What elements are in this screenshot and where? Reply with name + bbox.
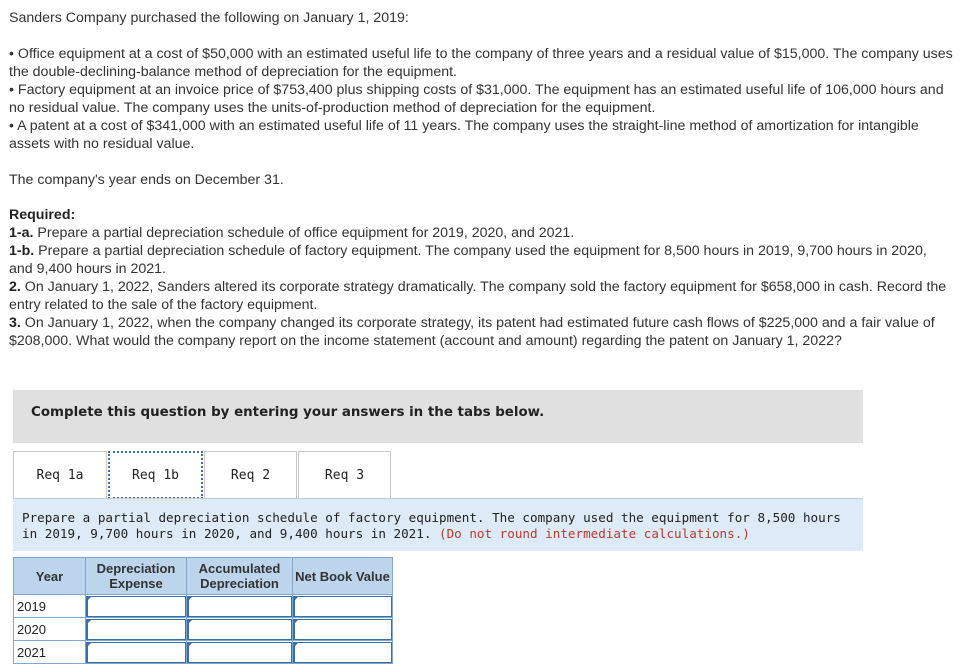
instructions-banner: [13, 390, 863, 443]
tab-req-1b[interactable]: Req 1b: [108, 451, 203, 499]
bullet-office-equipment: • Office equipment at a cost of $50,000 with an estimated useful life to the company of three years and a residual value of $15,000. The company uses the double-declining-balance method of depreciation for the equipment.: [9, 46, 953, 80]
requirement-text: Prepare a partial depreciation schedule of factory equipment. The company used the equipment for 8,500 hours in 2019, 9,700 hours in 2020, and 9,400 hours in 2021.: [9, 243, 927, 277]
requirement-text: On January 1, 2022, Sanders altered its corporate strategy dramatically. The company sold the factory equipment for $658,000 in cash. Record the entry related to the sale of the factory equipment.: [9, 279, 947, 313]
requirement-1a: [9, 224, 954, 242]
depreciation-expense-input[interactable]: [86, 596, 186, 617]
required-heading: Required:: [9, 207, 76, 223]
requirement-1b: [9, 242, 954, 278]
tab-instruction: [13, 499, 863, 551]
header-accumulated-depreciation: Accumulated Depreciation: [187, 558, 293, 595]
table-row: [14, 595, 393, 618]
tab-req-3[interactable]: Req 3: [298, 451, 391, 499]
intro-text: Sanders Company purchased the following on January 1, 2019:: [9, 10, 409, 26]
header-depreciation-expense: Depreciation Expense: [86, 558, 187, 595]
requirement-3: [9, 314, 954, 350]
net-book-value-cell: [293, 618, 393, 641]
depreciation-expense-cell: [86, 595, 187, 618]
accumulated-depreciation-input[interactable]: [187, 596, 292, 617]
table-row: [14, 618, 393, 641]
requirement-text: On January 1, 2022, when the company changed its corporate strategy, its patent had estimated future cash flows of $225,000 and a fair value of $208,000. What would the company report on the income statement (account and amount) regarding the patent on January 1, 2022?: [9, 315, 935, 349]
depreciation-expense-input[interactable]: [86, 619, 186, 640]
bullet-factory-equipment: • Factory equipment at an invoice price of $753,400 plus shipping costs of $31,000. The equipment has an estimated useful life of 106,000 hours and no residual value. The company uses the units-of-production method of depreciation for the equipment.: [9, 82, 944, 116]
requirement-label: 2.: [9, 279, 21, 295]
input-flag-icon: [87, 642, 92, 647]
net-book-value-cell: [293, 595, 393, 618]
depreciation-schedule-table: [13, 557, 393, 664]
depreciation-expense-input[interactable]: [86, 642, 186, 663]
net-book-value-input[interactable]: [293, 596, 392, 617]
header-year: Year: [14, 558, 86, 595]
accumulated-depreciation-cell: [187, 595, 293, 618]
instruction-note: (Do not round intermediate calculations.): [439, 526, 750, 541]
instruction-text: Prepare a partial depreciation schedule of factory equipment. The company used the equipment for 8,500 hours in 2019, 9,700 hours in 2020, and 9,400 hours in 2021.: [22, 510, 841, 541]
table-header-row: [14, 558, 393, 595]
year-cell: 2020: [14, 618, 86, 641]
tab-req-1a[interactable]: Req 1a: [13, 451, 107, 499]
input-flag-icon: [87, 596, 92, 601]
header-net-book-value: Net Book Value: [293, 558, 393, 595]
requirement-label: 3.: [9, 315, 21, 331]
input-flag-icon: [188, 642, 193, 647]
input-flag-icon: [188, 619, 193, 624]
input-flag-icon: [294, 619, 299, 624]
input-flag-icon: [294, 596, 299, 601]
input-flag-icon: [188, 596, 193, 601]
requirement-label: 1-a.: [9, 225, 34, 241]
accumulated-depreciation-input[interactable]: [187, 619, 292, 640]
accumulated-depreciation-cell: [187, 641, 293, 664]
net-book-value-cell: [293, 641, 393, 664]
requirement-2: [9, 278, 954, 314]
input-flag-icon: [294, 642, 299, 647]
year-cell: 2019: [14, 595, 86, 618]
net-book-value-input[interactable]: [293, 642, 392, 663]
input-flag-icon: [87, 619, 92, 624]
table-row: [14, 641, 393, 664]
tab-req-2[interactable]: Req 2: [204, 451, 297, 499]
problem-statement: [9, 9, 954, 350]
year-end-text: The company's year ends on December 31.: [9, 172, 284, 188]
requirement-text: Prepare a partial depreciation schedule of office equipment for 2019, 2020, and 2021.: [33, 225, 575, 241]
net-book-value-input[interactable]: [293, 619, 392, 640]
year-cell: 2021: [14, 641, 86, 664]
bullet-patent: • A patent at a cost of $341,000 with an estimated useful life of 11 years. The company uses the straight-line method of amortization for intangible assets with no residual value.: [9, 118, 919, 152]
banner-text: Complete this question by entering your answers in the tabs below.: [31, 405, 545, 420]
requirement-label: 1-b.: [9, 243, 35, 259]
accumulated-depreciation-cell: [187, 618, 293, 641]
accumulated-depreciation-input[interactable]: [187, 642, 292, 663]
depreciation-expense-cell: [86, 618, 187, 641]
depreciation-expense-cell: [86, 641, 187, 664]
